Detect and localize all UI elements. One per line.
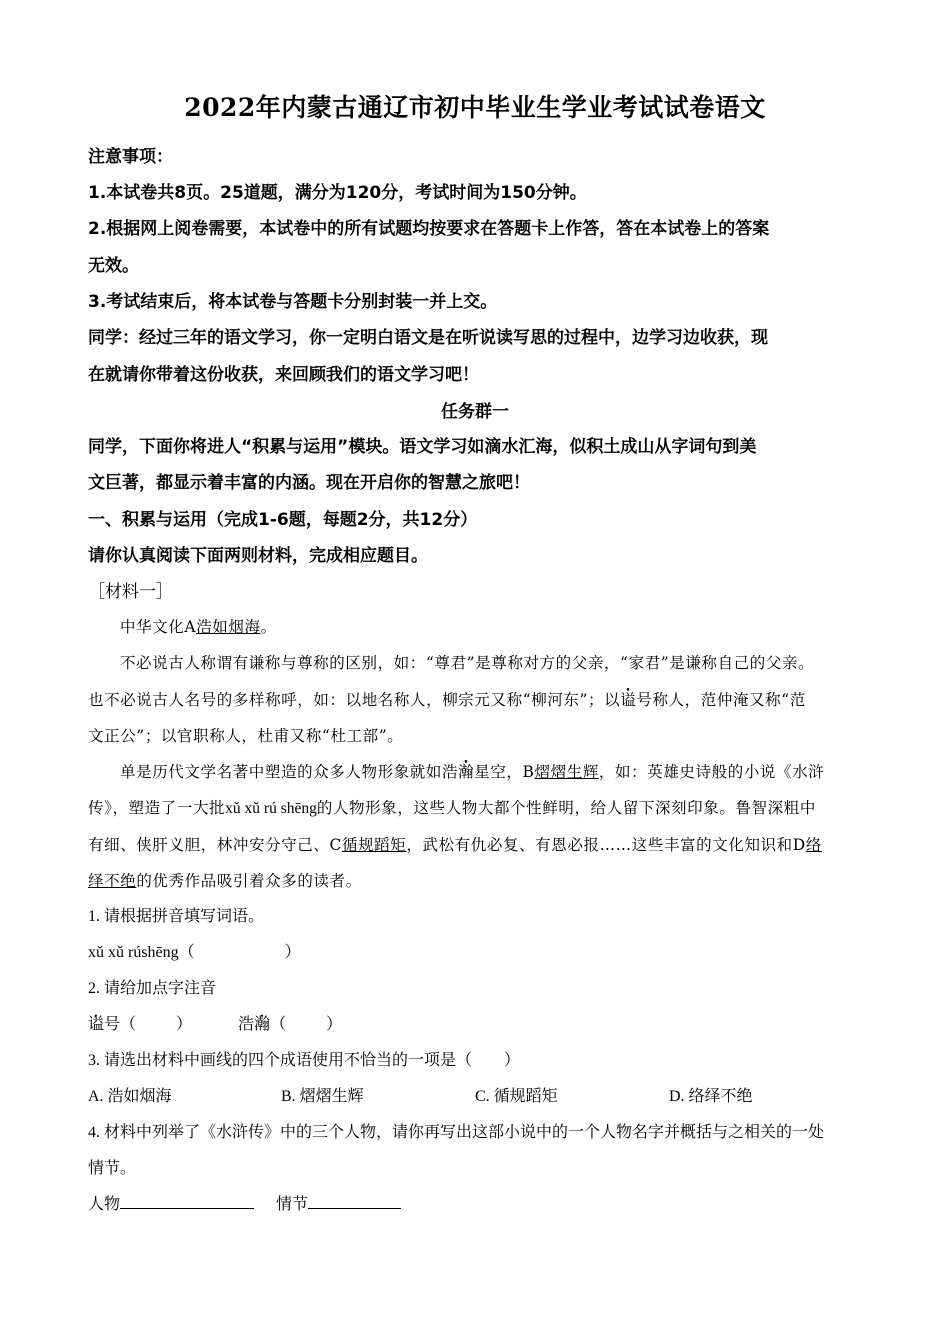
dotted-char-shi: 谥	[620, 691, 637, 709]
pinyin-text: xǔ xǔ rú shēng	[225, 800, 317, 817]
passage-paragraph-3-line-3	[88, 834, 878, 856]
passage-paragraph-1	[120, 616, 910, 638]
question-4-answer-line	[88, 1194, 401, 1216]
option-b[interactable]: B. 熠熠生辉	[281, 1088, 364, 1105]
page-title: 2022年内蒙古通辽市初中毕业生学业考试试卷语文	[184, 93, 766, 122]
plot-blank[interactable]	[308, 1194, 401, 1209]
option-a[interactable]: A. 浩如烟海	[88, 1088, 172, 1105]
pinyin-prompt: xǔ xǔ rúshēng（	[88, 944, 195, 961]
person-label: 人物	[88, 1196, 121, 1213]
passage-text: 传》，塑造了一大批	[88, 799, 226, 817]
question-4-line-2: 情节。	[88, 1160, 137, 1177]
option-d[interactable]: D. 络绎不绝	[669, 1088, 753, 1105]
intro-line-2: 在就请你带着这份收获，来回顾我们的语文学习吧！	[88, 365, 479, 385]
close-paren: ）	[326, 1016, 343, 1033]
dotted-char-han: 瀚	[254, 1016, 271, 1033]
plot-label: 情节	[276, 1196, 309, 1213]
passage-text: 有细、侠肝义胆，林冲安分守己、C	[88, 836, 342, 854]
passage-text: ，如：英雄史诗般的小说《水浒	[598, 763, 825, 781]
task-intro-line-2: 文巨著，都显示着丰富的内涵。现在开启你的智慧之旅吧！	[88, 473, 530, 493]
idiom-d-part-1: 络	[805, 836, 822, 854]
passage-paragraph-2-line-2	[88, 689, 878, 711]
note-1: 1.本试卷共8页。25道题，满分为120分，考试时间为150分钟。	[88, 183, 587, 203]
passage-text: 单是历代文学名著中塑造的众多人物形象就如浩	[120, 763, 459, 781]
passage-paragraph-3-line-4	[88, 870, 878, 892]
passage-text: 的人物形象，这些人物大都个性鲜明，给人留下深刻印象。鲁智深粗中	[316, 799, 816, 817]
notes-heading: 注意事项：	[88, 147, 173, 167]
note-2-line-1: 2.根据网上阅卷需要，本试卷中的所有试题均按要求在答题卡上作答，答在本试卷上的答案	[88, 219, 770, 239]
question-1-answer-line	[88, 942, 301, 964]
passage-text: 也不必说古人名号的多样称呼，如：以地名称人，柳宗元又称“柳河东”；以	[88, 691, 621, 709]
task-group-heading: 任务群一	[441, 402, 509, 422]
note-3: 3.考试结束后，将本试卷与答题卡分别封装一并上交。	[88, 292, 498, 312]
section-instruction: 请你认真阅读下面两则材料，完成相应题目。	[88, 546, 428, 566]
idiom-d-part-2: 绎不绝	[88, 872, 137, 890]
answer-label: 浩	[238, 1016, 255, 1033]
intro-line-1: 同学：经过三年的语文学习，你一定明白语文是在听说读写思的过程中，边学习边收获，现	[88, 328, 768, 348]
passage-text: 。	[260, 618, 277, 636]
passage-text: 中华文化A	[120, 618, 197, 636]
question-2-answer-line	[88, 1014, 342, 1036]
answer-label: （	[270, 1016, 287, 1033]
passage-text: 号称人，范仲淹又称“范	[636, 691, 806, 709]
material-label: ［材料一］	[88, 582, 173, 602]
passage-paragraph-2-line-3: 文正公”；以官职称人，杜甫又称“杜工部”。	[88, 727, 404, 745]
passage-paragraph-2-line-1: 不必说古人称谓有谦称与尊称的区别，如：“尊君”是尊称对方的父亲，“家君”是谦称自己的父亲。	[120, 654, 815, 672]
question-2: 2. 请给加点字注音	[88, 980, 217, 997]
close-paren: ）	[176, 1016, 193, 1033]
idiom-c: 循规蹈矩	[341, 836, 407, 854]
question-4-line-1: 4. 材料中列举了《水浒传》中的三个人物，请你再写出这部小说中的一个人物名字并概括与之相关的一处	[88, 1124, 825, 1141]
task-intro-line-1: 同学，下面你将进人“积累与运用”模块。语文学习如滴水汇海，似积土成山从字词句到美	[88, 437, 757, 457]
question-3: 3. 请选出材料中画线的四个成语使用不恰当的一项是（ ）	[88, 1052, 521, 1069]
dotted-char-shi: 谥	[88, 1016, 105, 1033]
passage-paragraph-3-line-2	[88, 797, 878, 820]
idiom-a: 浩如烟海	[196, 618, 261, 636]
section-heading: 一、积累与运用（完成1-6题，每题2分，共12分）	[88, 510, 478, 530]
question-1: 1. 请根据拼音填写词语。	[88, 908, 265, 925]
passage-text: 星空，B	[474, 763, 535, 781]
dotted-char-han: 瀚	[458, 763, 475, 781]
passage-paragraph-3-line-1	[120, 761, 910, 783]
close-paren: ）	[284, 944, 301, 961]
passage-text: 的优秀作品吸引着众多的读者。	[136, 872, 362, 890]
idiom-b: 熠熠生辉	[534, 763, 599, 781]
option-c[interactable]: C. 循规蹈矩	[475, 1088, 558, 1105]
note-2-line-2: 无效。	[88, 256, 139, 276]
passage-text: ，武松有仇必复、有恩必报……这些丰富的文化知识和D	[406, 836, 806, 854]
person-blank[interactable]	[120, 1194, 254, 1209]
answer-label: 号（	[104, 1016, 137, 1033]
